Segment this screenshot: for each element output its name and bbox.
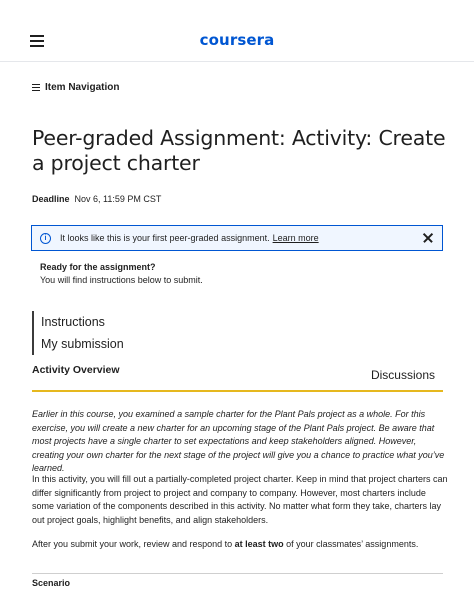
activity-paragraph: In this activity, you will fill out a partially-completed project charter. Keep in mind that project charters can differ significantly from project to project and company to company. However, most charters include some variation of the components described in this activity. No matter what form they take, charters lay out project goals, highlight benefits, and align stakeholders.	[32, 474, 448, 525]
close-icon[interactable]	[422, 231, 434, 245]
section-header	[32, 364, 443, 392]
discussions-tab[interactable]: Discussions	[370, 368, 435, 382]
review-text-end: of your classmates’ assignments.	[283, 539, 419, 549]
review-text-bold: at least two	[234, 539, 284, 549]
ready-title: Ready for the assignment?	[40, 262, 156, 272]
first-assignment-banner	[31, 225, 443, 251]
tab-instructions[interactable]: Instructions	[41, 315, 105, 329]
deadline-label: Deadline	[32, 194, 70, 204]
banner-text: It looks like this is your first peer-graded assignment.	[60, 233, 270, 243]
coursera-logo[interactable]: coursera	[199, 31, 275, 49]
top-bar	[0, 0, 474, 62]
list-icon	[32, 84, 40, 91]
learn-more-link[interactable]: Learn more	[272, 233, 319, 243]
item-navigation-label: Item Navigation	[45, 82, 120, 93]
activity-overview-heading: Activity Overview	[32, 364, 120, 376]
review-text-start: After you submit your work, review and respond to	[32, 539, 235, 549]
scenario-heading: Scenario	[32, 573, 443, 588]
item-navigation-button[interactable]	[32, 82, 119, 93]
deadline	[32, 194, 161, 204]
page-title: Peer-graded Assignment: Activity: Create a project charter	[32, 126, 446, 175]
tab-my-submission[interactable]: My submission	[41, 337, 124, 351]
ready-subtitle: You will find instructions below to submit.	[40, 274, 203, 285]
intro-paragraph: Earlier in this course, you examined a sample charter for the Plant Pals project as a whole. For this exercise, you will create a new charter for an upcoming stage of the Plant Pals project. Be aware that most projects have a single charter to set expectations and keep stakeholders aligned. However, creating your own charter for the next stage of the project will give you a chance to practice what you’ve learned.	[32, 409, 445, 474]
info-icon: i	[40, 233, 51, 244]
deadline-value: Nov 6, 11:59 PM CST	[74, 194, 162, 204]
ready-notice	[40, 261, 203, 286]
review-paragraph	[32, 538, 448, 552]
